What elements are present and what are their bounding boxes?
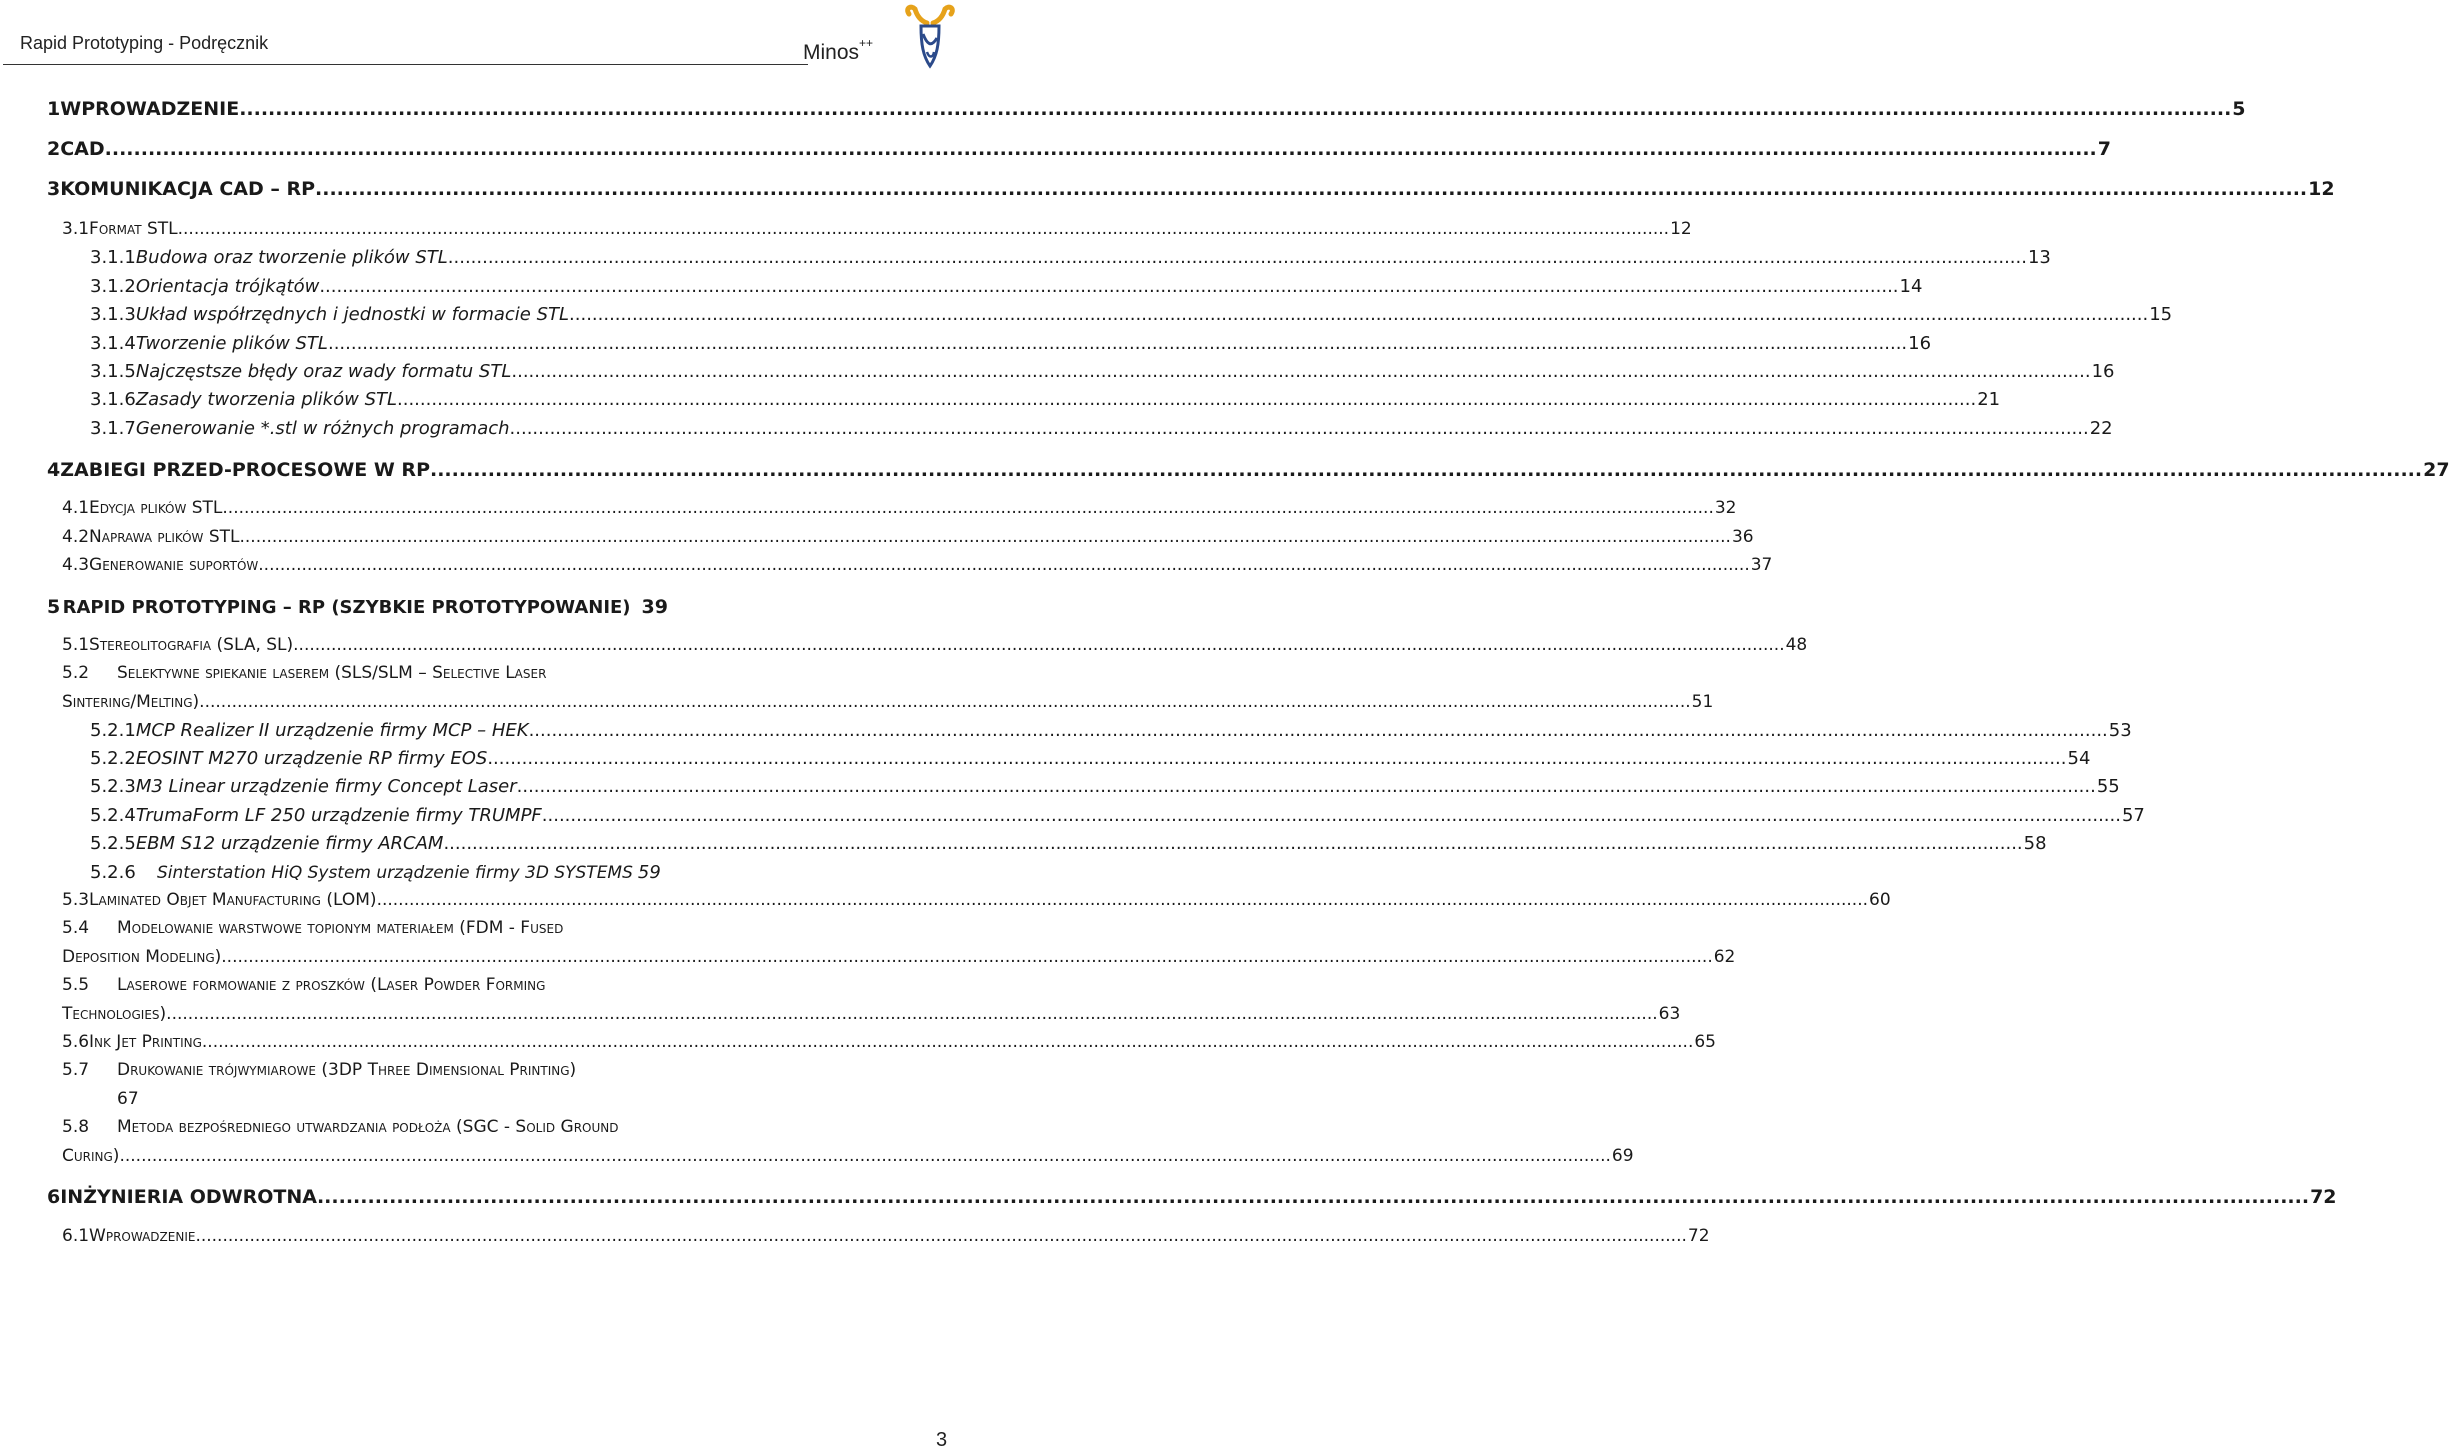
- toc-entry[interactable]: 4 ZABIEGI PRZED-PROCESOWE W RP ..... 27: [47, 459, 668, 481]
- toc-entry[interactable]: 5.2.2 EOSINT M270 urządzenie RP firmy EOS ..... 54: [90, 748, 668, 769]
- toc-entry[interactable]: 3.1.5 Najczęstsze błędy oraz wady formatu STL ..... 16: [90, 361, 668, 382]
- toc-entry-line[interactable]: 5.4 Modelowanie warstwowe topionym materiałem (FDM - Fused: [62, 918, 564, 938]
- toc-entry-line[interactable]: 5.8 Metoda bezpośredniego utwardzania podłoża (SGC - Solid Ground: [62, 1117, 619, 1137]
- toc-entry[interactable]: 4.2 Naprawa plików STL ..... 36: [62, 527, 668, 547]
- toc-entry[interactable]: 3 KOMUNIKACJA CAD – RP ..... 12: [47, 178, 668, 200]
- toc-entry[interactable]: 3.1 Format STL ..... 12: [62, 219, 668, 239]
- toc-entry[interactable]: 5.3 Laminated Objet Manufacturing (LOM) ..... 60: [62, 890, 668, 910]
- toc-entry[interactable]: 3.1.1 Budowa oraz tworzenie plików STL ..... 13: [90, 247, 668, 268]
- toc-entry[interactable]: 5.2.4 TrumaForm LF 250 urządzenie firmy TRUMPF ..... 57: [90, 805, 668, 826]
- toc-entry[interactable]: 4.3 Generowanie suportów ..... 37: [62, 555, 668, 575]
- toc-entry-page[interactable]: 67: [117, 1089, 139, 1109]
- toc-entry[interactable]: 5.2.1 MCP Realizer II urządzenie firmy MCP – HEK ..... 53: [90, 720, 668, 741]
- toc-entry[interactable]: 5.2.6 Sinterstation HiQ System urządzenie firmy 3D SYSTEMS 59: [90, 862, 661, 883]
- toc-entry[interactable]: Deposition Modeling) ..... 62: [62, 947, 668, 967]
- toc-entry[interactable]: 4.1 Edycja plików STL ..... 32: [62, 498, 668, 518]
- toc-entry[interactable]: 3.1.2 Orientacja trójkątów ..... 14: [90, 276, 668, 297]
- toc-entry[interactable]: 5.6 Ink Jet Printing ..... 65: [62, 1032, 668, 1052]
- toc-entry[interactable]: 5.2.5 EBM S12 urządzenie firmy ARCAM ..... 58: [90, 833, 668, 854]
- toc-entry[interactable]: 2 CAD ..... 7: [47, 138, 668, 160]
- toc-entry[interactable]: 6 INŻYNIERIA ODWROTNA ..... 72: [47, 1186, 668, 1208]
- toc-entry[interactable]: 3.1.7 Generowanie *.stl w różnych programach ..... 22: [90, 418, 668, 439]
- brand-superscript: ++: [859, 36, 874, 50]
- toc-entry[interactable]: 3.1.6 Zasady tworzenia plików STL ..... 21: [90, 389, 668, 410]
- toc-entry-line[interactable]: 5.7 Drukowanie trójwymiarowe (3DP Three Dimensional Printing): [62, 1060, 577, 1080]
- page-number: 3: [936, 1429, 948, 1451]
- toc-entry[interactable]: 3.1.3 Układ współrzędnych i jednostki w formacie STL ..... 15: [90, 304, 668, 325]
- toc-entry-line[interactable]: 5.2 Selektywne spiekanie laserem (SLS/SLM – Selective Laser: [62, 663, 547, 683]
- document-title: Rapid Prototyping - Podręcznik: [20, 33, 269, 53]
- toc-entry[interactable]: 5.2.3 M3 Linear urządzenie firmy Concept Laser ..... 55: [90, 776, 668, 797]
- toc-entry[interactable]: 1 WPROWADZENIE ..... 5: [47, 98, 668, 120]
- toc-entry[interactable]: 5.1 Stereolitografia (SLA, SL) ..... 48: [62, 635, 668, 655]
- toc-entry[interactable]: Sintering/Melting) ..... 51: [62, 692, 668, 712]
- toc-entry[interactable]: 3.1.4 Tworzenie plików STL ..... 16: [90, 333, 668, 354]
- toc-entry[interactable]: 6.1 Wprowadzenie ..... 72: [62, 1226, 668, 1246]
- toc-entry-line[interactable]: 5.5 Laserowe formowanie z proszków (Laser Powder Forming: [62, 975, 546, 995]
- brand-name: Minos++: [803, 36, 874, 64]
- toc-entry[interactable]: Technologies) ..... 63: [62, 1004, 668, 1024]
- toc-entry[interactable]: 5 RAPID PROTOTYPING – RP (SZYBKIE PROTOTYPOWANIE) 39: [47, 596, 668, 618]
- toc-entry[interactable]: Curing) ..... 69: [62, 1146, 668, 1166]
